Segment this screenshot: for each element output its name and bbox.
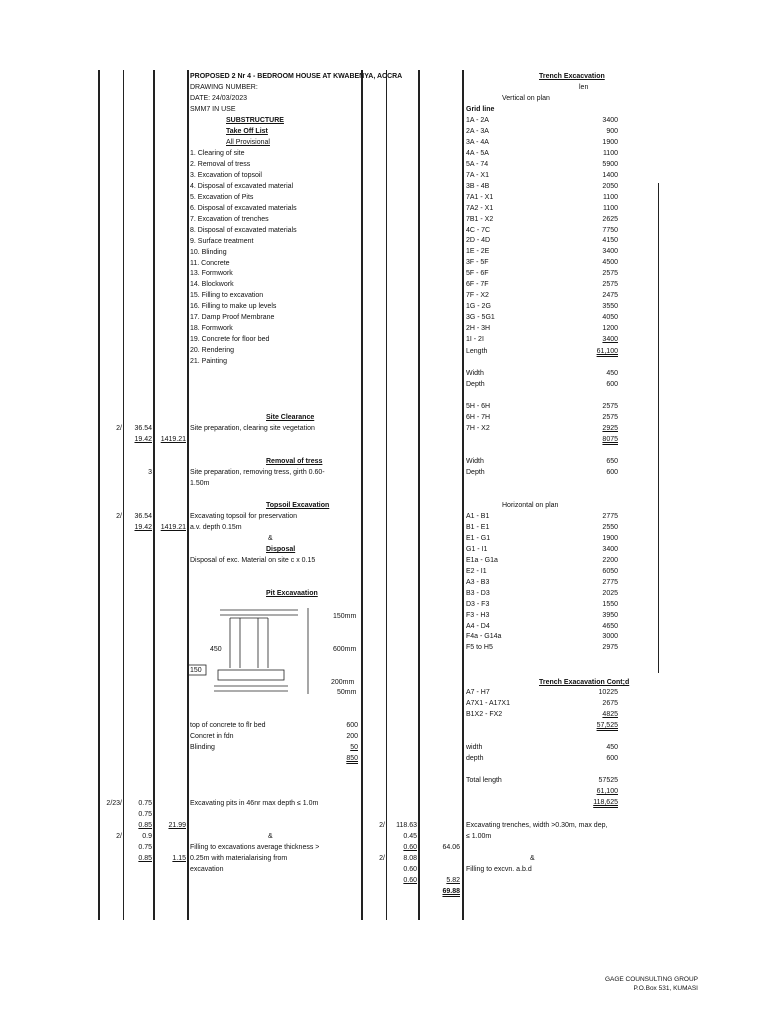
grid-length: 4650 [602,622,618,630]
grid-length: 3400 [602,545,618,553]
grid-ref: 5H - 6H [466,403,491,410]
dimension: 0.60 [403,844,417,851]
grid-length: 1100 [602,149,618,157]
timesing: 2/ [116,425,122,432]
grid-ref: F3 - H3 [466,611,490,619]
length-label: Length [466,348,488,355]
grid-length: 3400 [602,248,618,256]
calc-value: 600 [346,722,358,729]
dim-label: 200mm [331,679,355,686]
len-label: len [579,84,589,91]
take-off-list-heading: Take Off List [226,128,268,135]
grid-ref: 3A - 4A [466,138,489,146]
take-off-item: 8. Disposal of excavated materials [190,226,297,234]
depth-label: Depth [466,381,485,388]
take-off-item: 1. Clearing of site [190,150,245,157]
dimension: 36.54 [134,425,152,432]
dimension: 0.85 [138,822,152,829]
grid-ref: 7A - X1 [466,171,489,179]
dim-label: 150mm [333,613,357,620]
dimension: 0.60 [403,877,417,884]
horizontal-on-plan: Horizontal on plan [502,502,559,509]
take-off-item: 11. Concrete [190,259,230,267]
grid-length: 6050 [602,567,618,575]
margin-line [658,183,659,673]
grid-length: 2675 [602,699,618,707]
grid-ref: 1G - 2G [466,303,491,311]
footer [605,975,698,993]
grid-length: 2200 [602,556,618,564]
total-length-sum: 118,625 [593,799,618,806]
grid-length: 2575 [602,270,618,278]
grid-ref: A4 - D4 [466,622,490,630]
grid-ref: 3F - 5F [466,259,489,267]
dimension: 19.42 [134,524,152,531]
calc-value: 200 [346,733,358,740]
vertical-on-plan: Vertical on plan [502,95,550,102]
grid-ref: E2 - I1 [466,567,487,575]
grid-length: 2475 [602,292,618,300]
grid-length: 1100 [602,193,618,201]
smm-note: SMM7 IN USE [190,106,236,113]
date: DATE: 24/03/2023 [190,95,248,102]
column-rule-4 [187,70,189,920]
grid-length: 2550 [602,523,618,531]
removal-heading: Removal of tress [266,458,323,465]
grid-ref: 6F - 7F [466,281,489,289]
description: Site preparation, clearing site vegetation [190,425,315,432]
take-off-item: 17. Damp Proof Membrane [190,314,275,322]
dim-label: 150 [190,667,202,674]
cont-total: 57,525 [596,722,618,729]
calc-label: Concret in fdn [190,733,234,740]
width-label: Width [466,458,484,465]
calc-value: 50 [350,744,358,751]
description: ≤ 1.00m [466,833,492,840]
pit-total: 1.15 [172,855,186,862]
description: Excavating pits in 46nr max depth ≤ 1.0m [190,800,319,807]
grid-ref: 3G - 5G1 [466,314,495,322]
length-value: 61,100 [596,348,618,355]
calc-label: Blinding [190,744,215,751]
grid-length: 3000 [602,633,618,641]
dimension: 19.42 [134,436,152,443]
column-rule-2 [123,70,124,920]
grid-length: 3550 [602,303,618,311]
take-off-item: 4. Disposal of excavated material [190,182,294,190]
grid-length: 2925 [602,424,618,432]
grid-ref: 1I - 2I [466,336,484,343]
grid-ref: 7F - X2 [466,292,489,300]
pit-sketch [188,606,318,696]
trench-total: 5.82 [446,877,460,884]
dim-label: 450 [210,646,222,653]
grid-length: 2050 [602,182,618,190]
grid-ref: 7A1 - X1 [466,193,494,201]
site-clearance-heading: Site Clearance [266,414,315,421]
take-off-item: 5. Excavation of Pits [190,193,254,201]
grid-length: 4500 [602,259,618,267]
drawing-number: DRAWING NUMBER: [190,84,258,91]
take-off-item: 14. Blockwork [190,281,234,289]
grid-ref: 7H - X2 [466,424,490,432]
grid-ref: 7A2 - X1 [466,204,494,212]
depth-value: 600 [606,755,618,762]
depth-value: 600 [606,381,618,388]
grid-ref: 5A - 74 [466,160,489,168]
grid-length: 7750 [602,226,618,234]
take-off-item: 13. Formwork [190,270,233,278]
grid-ref: B1 - E1 [466,523,490,531]
calc-label: top of concrete to flr bed [190,722,266,729]
ampersand: & [268,535,273,542]
grid-ref: 3B - 4B [466,182,490,190]
width-value: 450 [606,744,618,751]
trench-grand-total: 69.88 [442,888,460,895]
trench-cont-heading: Trench Exacavation Cont;d [539,679,630,686]
width-label: width [466,744,483,751]
dimension: 8.08 [403,855,417,862]
grid-length: 1900 [602,534,618,542]
column-rule-5 [361,70,363,920]
grid-length: 4825 [602,710,618,718]
grid-length: 2575 [602,403,618,410]
grid-ref: 2D - 4D [466,237,491,245]
grid-length: 2025 [602,589,618,597]
description: a.v. depth 0.15m [190,524,242,531]
grid-ref: 1E - 2E [466,248,490,256]
grid-ref: B1X2 - FX2 [466,710,503,718]
grid-length: 2625 [602,215,618,223]
total-length-value: 61,100 [596,788,618,795]
grid-length: 2575 [602,413,618,421]
grid-ref: D3 - F3 [466,600,490,608]
description: Excavating trenches, width >0.30m, max dep, [466,822,608,829]
description: excavation [190,866,224,873]
take-off-item: 18. Formwork [190,325,233,333]
grid-ref: 7B1 - X2 [466,215,494,223]
take-off-item: 21. Painting [190,358,227,366]
grid-ref: A1 - B1 [466,513,490,520]
grid-length: 2775 [602,578,618,586]
grid-length: 10225 [598,689,618,696]
quantity: 3 [148,469,152,476]
description: 0.25m with materialarising from [190,855,288,862]
dimension: 0.75 [138,811,152,818]
grid-length: 1400 [602,171,618,179]
grid-length: 1900 [602,138,618,146]
grid-length: 2775 [602,513,618,520]
description: Site preparation, removing tress, girth 0.60- [190,469,325,476]
disposal-heading: Disposal [266,546,296,553]
total-length-value: 57525 [598,777,618,784]
dimension: 0.9 [142,833,152,840]
trench-total: 64.06 [442,844,460,851]
take-off-item: 7. Excavation of trenches [190,215,269,223]
depth-label: Depth [466,469,485,476]
take-off-item: 6. Disposal of excavated materials [190,204,297,212]
dimension: 0.75 [138,844,152,851]
grid-ref: A7X1 - A17X1 [466,699,510,707]
calc-total: 850 [346,755,358,762]
grid-ref: E1 - G1 [466,534,491,542]
ampersand: & [268,833,273,840]
take-off-item: 16. Filling to make up levels [190,303,277,311]
grid-length: 2975 [602,644,618,652]
grid-ref: 2A - 3A [466,127,489,135]
company-address: P.O.Box 531, KUMASI [633,985,698,992]
depth-label: depth [466,755,484,762]
dimension: 118.63 [396,822,417,829]
width-label: Width [466,370,484,377]
description: 1.50m [190,480,210,487]
take-off-item: 3. Excavation of topsoil [190,171,262,179]
description: Filling to excvn. a.b.d [466,866,532,873]
grid-length: 900 [606,127,618,135]
grid-length: 3400 [602,117,618,124]
column-rule-8 [462,70,464,920]
grid-ref: 1A - 2A [466,117,489,124]
timesing: 2/23/ [106,800,122,807]
take-off-item: 19. Concrete for floor bed [190,336,270,344]
grid-ref: F4a - G14a [466,633,502,641]
take-off-item: 10. Blinding [190,248,227,256]
grid-ref: A3 - B3 [466,578,490,586]
column-rule-3 [153,70,155,920]
description: Filling to excavations average thickness > [190,844,320,851]
grid-length: 2575 [602,281,618,289]
depth-value: 600 [606,469,618,476]
grid-length: 3400 [602,336,618,343]
grid-ref: 5F - 6F [466,270,489,278]
dimension: 36.54 [134,513,152,520]
squared-total: 1419.21 [160,524,186,531]
grid-ref: A7 - H7 [466,689,490,696]
grid-ref: 4A - 5A [466,149,489,157]
grid-ref: G1 - I1 [466,545,488,553]
grid-length: 5900 [602,160,618,168]
take-off-item: 9. Surface treatment [190,237,254,245]
h-total: 8075 [602,436,618,443]
dimension: 0.45 [403,833,417,840]
all-provisional: All Provisional [226,139,270,146]
timesing: 2/ [379,822,385,829]
grid-ref: 4C - 7C [466,226,491,234]
grid-length: 1200 [602,325,618,333]
dim-label: 50mm [337,689,357,696]
description: Disposal of exc. Material on site c x 0.15 [190,557,316,564]
grid-length: 4050 [602,314,618,322]
grid-ref: 2H - 3H [466,325,491,333]
trench-heading: Trench Excacvation [539,73,605,80]
project-title: PROPOSED 2 Nr 4 - BEDROOM HOUSE AT KWABENYA, ACCRA [190,73,403,80]
grid-length: 4150 [602,237,618,245]
take-off-item: 20. Rendering [190,347,234,355]
width-value: 450 [606,370,618,377]
grid-length: 1550 [602,600,618,608]
grid-ref: 6H - 7H [466,413,491,421]
grid-ref: F5 to H5 [466,644,493,652]
take-off-item: 2. Removal of tress [190,160,251,168]
ampersand: & [530,855,535,862]
grid-ref: B3 - D3 [466,589,490,597]
topsoil-heading: Topsoil Excavation [266,502,330,509]
column-rule-6 [386,70,387,920]
timesing: 2/ [379,855,385,862]
dim-label: 600mm [333,646,357,653]
description: Excavating topsoil for preservation [190,513,297,520]
dimension: 0.85 [138,855,152,862]
pit-heading: Pit Excavaation [266,590,318,597]
substructure-heading: SUBSTRUCTURE [226,117,284,124]
grid-length: 3950 [602,611,618,619]
grid-ref: E1a - G1a [466,556,498,564]
timesing: 2/ [116,513,122,520]
dimension: 0.75 [138,800,152,807]
pit-total: 21.99 [168,822,186,829]
column-rule-1 [98,70,100,920]
timesing: 2/ [116,833,122,840]
company-name: GAGE COUNSULTING GROUP [604,976,698,983]
grid-length: 1100 [602,204,618,212]
squared-total: 1419.21 [160,436,186,443]
total-length-label: Total length [466,777,502,784]
take-off-item: 15. Filling to excavation [190,292,264,300]
column-rule-7 [418,70,420,920]
grid-line-heading: Grid line [466,106,495,113]
width-value: 650 [606,458,618,465]
dimension: 0.60 [403,866,417,873]
